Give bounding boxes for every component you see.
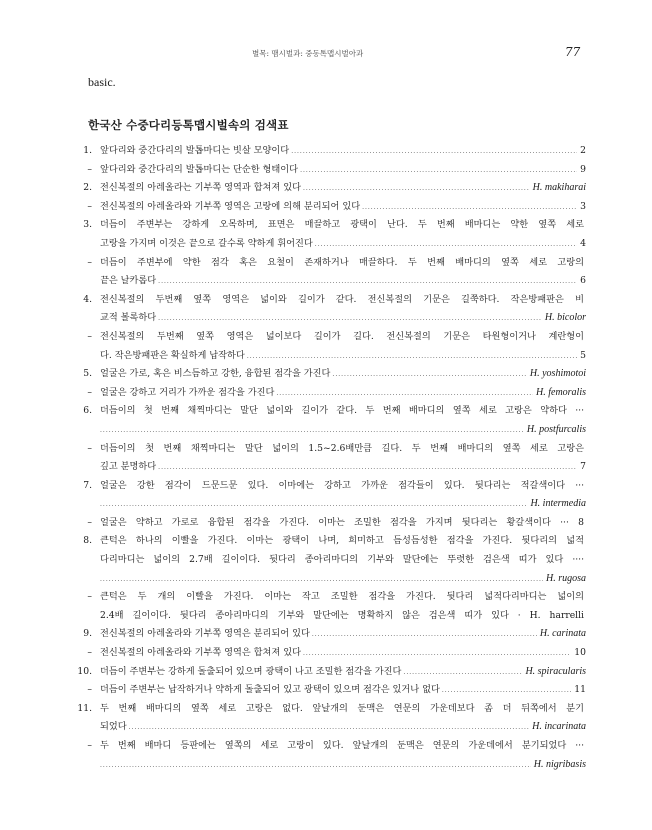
couplet-body (100, 254, 586, 273)
couplet-text: 얼굴은 약하고 가로로 융합된 점각을 가진다. 이마는 조밀한 점각을 가지며 뒷다리는 황갈색이다 ··· 8 (100, 516, 584, 528)
couplet-text: 더듬이의 첫 번째 채찍마디는 말단 넓이와 길이가 같다. 두 번째 배마디의 옆쪽 세로 고랑은 약하다 ··· (100, 405, 584, 417)
next-couplet-number: 2 (580, 145, 586, 156)
couplet-text: 얼굴은 가로, 혹은 비스듬하고 강한, 융합된 점각을 가진다 (100, 368, 331, 380)
couplet-body (100, 532, 586, 551)
identification-key (72, 142, 586, 774)
key-row (72, 216, 586, 235)
leader-dots (276, 385, 533, 404)
leader-dots (303, 645, 571, 664)
couplet-text: 앞다리와 중간다리의 발톱마디는 빗살 모양이다 (100, 145, 290, 156)
key-row (72, 663, 586, 682)
key-row (72, 179, 586, 198)
couplet-number: 4. (83, 293, 92, 305)
couplet-number: 7. (83, 479, 92, 491)
leader-dots (315, 236, 577, 255)
couplet-body (100, 161, 586, 181)
leader-dots (442, 682, 571, 701)
key-row (72, 588, 586, 607)
couplet-body (100, 737, 586, 756)
couplet-text: 끝은 날카롭다 (100, 275, 157, 287)
key-row (72, 532, 586, 551)
couplet-number: – (87, 163, 92, 175)
key-row (72, 235, 586, 254)
couplet-number: 3. (83, 219, 92, 231)
key-row (72, 495, 586, 514)
couplet-body (100, 607, 586, 626)
couplet-number: – (87, 740, 92, 751)
leader-dots (158, 310, 542, 329)
couplet-body (100, 328, 586, 347)
couplet-body (100, 458, 586, 478)
key-row (72, 254, 586, 273)
couplet-number: 10. (77, 665, 92, 677)
leader-dots (312, 626, 537, 645)
species-name: H. intermedia (530, 498, 586, 510)
next-couplet-number: 9 (580, 163, 586, 175)
leader-dots (332, 366, 526, 385)
leader-dots (362, 199, 577, 218)
next-couplet-number: 7 (580, 461, 586, 473)
couplet-text: 더듬이의 첫 번째 채찍마디는 말단 넓이의 1.5~2.6배만큼 길다. 두 번째 배마디의 옆쪽 세로 고랑은 (100, 442, 584, 454)
couplet-body (100, 663, 586, 683)
species-name: H. makiharai (532, 182, 586, 194)
key-row (72, 458, 586, 477)
couplet-text: 다. 작은방패판은 확실하게 납작하다 (100, 349, 245, 361)
couplet-body (100, 718, 586, 738)
couplet-text: 되었다 (100, 721, 127, 733)
couplet-text: 더듬이 주변부에 약한 점각 혹은 요철이 존재하거나 매끌하다. 두 번째 배마디의 옆쪽 세로 고랑의 (100, 256, 584, 268)
couplet-body (100, 477, 586, 496)
species-name: H. bicolor (544, 312, 586, 324)
key-row (72, 700, 586, 719)
couplet-body (100, 551, 586, 570)
key-row (72, 142, 586, 161)
couplet-body (100, 644, 586, 664)
couplet-number: – (87, 386, 92, 398)
couplet-body (100, 440, 586, 459)
key-row (72, 198, 586, 217)
key-row (72, 756, 586, 775)
species-name: H. incarinata (532, 721, 586, 733)
couplet-number: 6. (83, 405, 92, 417)
species-name: H. rugosa (545, 572, 586, 584)
leader-dots (303, 180, 530, 199)
couplet-body (100, 681, 586, 701)
couplet-body (100, 347, 586, 367)
couplet-text: 더듬이 주변부는 강하게 오목하며, 표면은 매끌하고 광택이 난다. 두 번째 배마디는 약한 옆쪽 세로 (100, 219, 584, 231)
couplet-number: 1. (83, 145, 92, 156)
next-couplet-number: 3 (580, 200, 586, 212)
species-name: H. yoshimotoi (529, 368, 586, 380)
couplet-body (100, 756, 586, 776)
next-couplet-number: 4 (580, 237, 586, 249)
species-name: H. nigribasis (533, 758, 586, 770)
couplet-body (100, 272, 586, 292)
key-row (72, 384, 586, 403)
leader-dots (158, 459, 577, 478)
couplet-body (100, 514, 586, 533)
couplet-text: 더듬이 주변부는 납작하거나 약하게 돌출되어 있고 광택이 있으며 점각은 있거나 없다 (100, 684, 440, 696)
couplet-number: – (87, 516, 92, 528)
couplet-body (100, 235, 586, 255)
key-row (72, 421, 586, 440)
leader-dots (129, 719, 529, 738)
couplet-text: 다리마디는 넓이의 2.7배 길이이다. 뒷다리 종아리마디의 기부와 말단에는 뚜렷한 검은색 띠가 있다 ···· (100, 554, 584, 566)
key-row (72, 681, 586, 700)
leader-dots (291, 143, 577, 162)
key-row (72, 347, 586, 366)
key-row (72, 402, 586, 421)
couplet-body (100, 421, 586, 441)
couplet-text: 전신복절의 아레올라는 기부쪽 영역과 합쳐져 있다 (100, 182, 301, 194)
couplet-number: 8. (83, 535, 92, 547)
key-row (72, 625, 586, 644)
key-row (72, 737, 586, 756)
couplet-number: – (87, 200, 92, 212)
page-number: 77 (565, 45, 581, 59)
couplet-text: 전신복절의 아레올라와 기부쪽 영역은 고랑에 의해 분리되어 있다 (100, 200, 361, 212)
species-name: H. carinata (539, 628, 586, 640)
couplet-text: 앞다리와 중간다리의 발톱마디는 단순한 형태이다 (100, 163, 299, 175)
couplet-number: 2. (83, 182, 92, 194)
key-row (72, 570, 586, 589)
couplet-number: – (87, 330, 92, 342)
couplet-text: 두 번째 배마디 등판에는 옆쪽의 세로 고랑이 있다. 앞날개의 둔맥은 연문의 가운데에서 분기되었다 ··· (100, 740, 584, 751)
couplet-number: – (87, 647, 92, 659)
couplet-number: – (87, 256, 92, 268)
couplet-body (100, 291, 586, 310)
couplet-body (100, 142, 586, 162)
couplet-text: 큰턱은 두 개의 이빨을 가진다. 이마는 작고 조밀한 점각을 가진다. 뒷다리 넓적다리마디는 넓이의 (100, 591, 584, 603)
couplet-number: – (87, 442, 92, 454)
key-row (72, 291, 586, 310)
species-name: H. postfurcalis (526, 423, 586, 435)
key-row (72, 644, 586, 663)
key-row (72, 514, 586, 533)
key-row (72, 477, 586, 496)
couplet-text: 전신복절의 두번째 옆쪽 영역은 넓이와 길이가 같다. 전신복절의 기문은 길쭉하다. 작은방패판은 비 (100, 293, 584, 305)
species-name: H. spiracularis (525, 665, 586, 677)
couplet-text: 전신복절의 아레올라와 기부쪽 영역은 분리되어 있다 (100, 628, 310, 640)
couplet-body (100, 402, 586, 421)
key-row (72, 440, 586, 459)
key-row (72, 328, 586, 347)
couplet-body (100, 570, 586, 590)
intro-text: basic. (88, 75, 116, 89)
leader-dots (100, 757, 531, 776)
next-couplet-number: 11 (574, 684, 586, 696)
couplet-body (100, 700, 586, 719)
key-row (72, 272, 586, 291)
couplet-number: 11. (77, 702, 92, 714)
leader-dots (100, 422, 524, 441)
couplet-text: 얼굴은 강하고 거리가 가까운 점각을 가진다 (100, 386, 275, 398)
key-row (72, 551, 586, 570)
leader-dots (403, 664, 522, 683)
couplet-body (100, 625, 586, 645)
couplet-body (100, 495, 586, 515)
couplet-body (100, 365, 586, 385)
key-row (72, 309, 586, 328)
couplet-text: 2.4배 길이이다. 뒷다리 종아리마디의 기부와 말단에는 명확하지 않은 검은색 띠가 있다 · H. harrelli (100, 609, 584, 621)
couplet-text: 깊고 분명하다 (100, 461, 157, 473)
couplet-body (100, 588, 586, 607)
couplet-text: 얼굴은 강한 점각이 드문드문 있다. 이마에는 강하고 가까운 점각들이 있다. 뒷다리는 적갈색이다 ··· (100, 479, 584, 491)
key-row (72, 161, 586, 180)
key-row (72, 607, 586, 626)
couplet-body (100, 216, 586, 235)
couplet-text: 전신복절의 두번째 옆쪽 영역은 넓이보다 길이가 길다. 전신복절의 기문은 타원형이거나 계란형이 (100, 330, 584, 342)
couplet-number: – (87, 684, 92, 696)
leader-dots (158, 273, 577, 292)
couplet-text: 두 번째 배마디의 옆쪽 세로 고랑은 없다. 앞날개의 둔맥은 연문의 가운데보다 좀 더 뒤쪽에서 분기 (100, 702, 584, 714)
couplet-body (100, 179, 586, 199)
couplet-number: 5. (83, 368, 92, 380)
leader-dots (100, 496, 527, 515)
couplet-body (100, 309, 586, 329)
leader-dots (247, 348, 577, 367)
couplet-body (100, 198, 586, 218)
couplet-number: 9. (83, 628, 92, 640)
key-row (72, 718, 586, 737)
couplet-text: 더듬이 주변부는 강하게 돌출되어 있으며 광택이 나고 조밀한 점각을 가진다 (100, 665, 402, 677)
couplet-text: 고랑을 가지며 이것은 끝으로 갈수록 약하게 휘어진다 (100, 237, 313, 249)
species-name: H. femoralis (536, 386, 586, 398)
next-couplet-number: 6 (580, 275, 586, 287)
running-head: 별목: 맴시벌과: 중동톡맵시벌아과 (252, 49, 364, 58)
couplet-number: – (87, 591, 92, 603)
couplet-text: 교적 볼록하다 (100, 312, 157, 324)
page-header (0, 45, 652, 62)
couplet-text: 큰턱은 하나의 이빨을 가진다. 이마는 광택이 나며, 희미하고 듬성듬성한 점각을 가진다. 뒷다리의 넓적 (100, 535, 584, 547)
section-title: 한국산 수중다리등톡맵시벌속의 검색표 (88, 118, 289, 132)
leader-dots (100, 571, 543, 590)
couplet-body (100, 384, 586, 404)
next-couplet-number: 5 (580, 349, 586, 361)
leader-dots (300, 162, 577, 181)
couplet-text: 전신복절의 아레올라와 기부쪽 영역은 합쳐져 있다 (100, 647, 301, 659)
key-row (72, 365, 586, 384)
next-couplet-number: 10 (574, 647, 586, 659)
